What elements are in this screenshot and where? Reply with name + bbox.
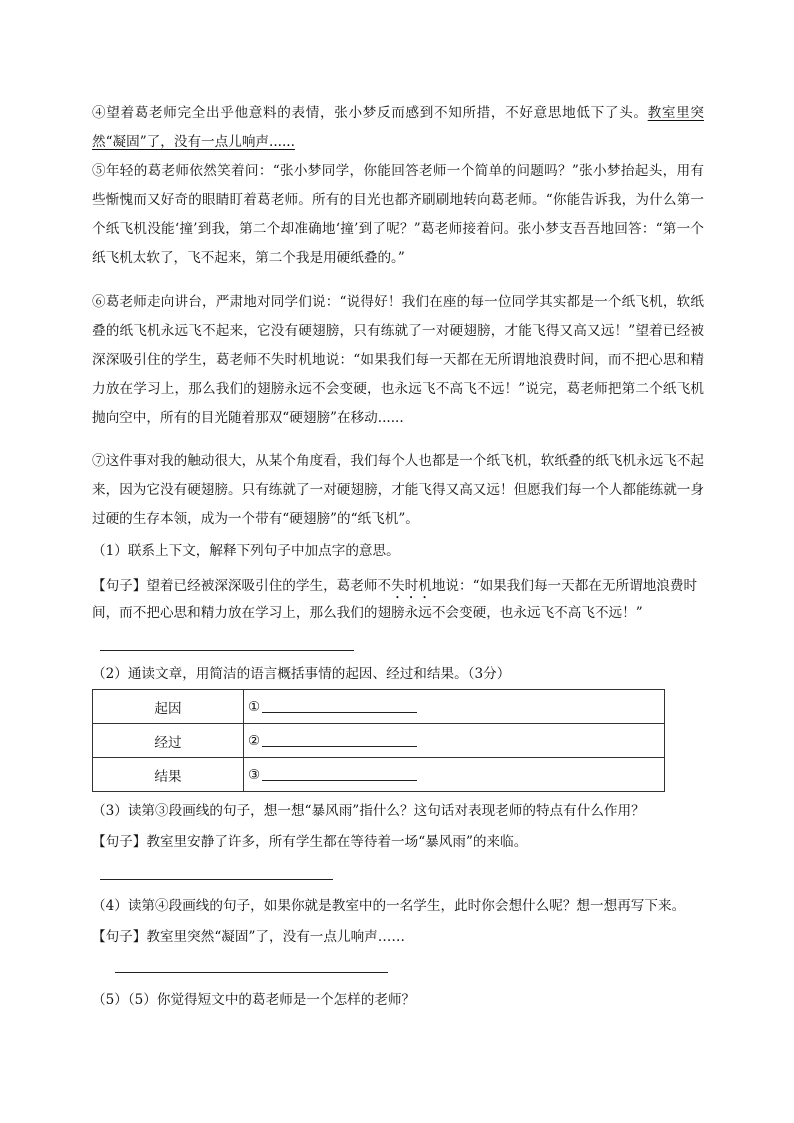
question-3-sentence: 【句子】教室里安静了许多，所有学生都在等待着一场“暴风雨”的来临。	[92, 834, 528, 850]
marker-3: ③	[248, 767, 261, 783]
marker-2: ②	[248, 733, 261, 749]
question-5-prompt: （5）（5）你觉得短文中的葛老师是一个怎样的老师？	[92, 992, 416, 1008]
question-1-sentence	[92, 576, 697, 602]
question-4-prompt: （4）读第④段画线的句子，如果你就是教室中的一名学生，此时你会想什么呢？想一想再写下来。	[92, 898, 686, 914]
paragraph-4	[92, 99, 704, 157]
question-1-sentence-suffix: 地说：“如果我们每一天都在无所谓地浪费时	[431, 578, 698, 594]
answer-cell-process[interactable]	[244, 724, 665, 758]
question-1-sentence-prefix: 【句子】望着已经被深深吸引住的学生，葛老师不	[92, 578, 392, 594]
blank-line-process[interactable]	[262, 732, 417, 747]
row-label-result: 结果	[93, 758, 244, 792]
answer-cell-cause[interactable]	[244, 690, 665, 724]
row-label-process: 经过	[93, 724, 244, 758]
marker-1: ①	[248, 699, 261, 715]
dotted-words: 失时机	[391, 578, 432, 594]
answer-line-4[interactable]	[115, 972, 388, 973]
paragraph-4-underlined: 教室里突然“凝固”了，没有一点儿响声......	[92, 105, 705, 150]
table-row	[93, 758, 665, 792]
paragraph-6: ⑥葛老师走向讲台，严肃地对同学们说：“说得好！我们在座的每一位同学其实都是一个纸飞机，软纸叠的纸飞机永远飞不起来，它没有硬翅膀，只有练就了一对硬翅膀，才能飞得又高又远！”望着已经被深深吸引住的学生，葛老师不失时机地说：“如果我们每一天都在无所谓地浪费时间，而不把心思和精力放在学习上，那么我们的翅膀永远不会变硬，也永远飞不高飞不远！”说完，葛老师把第二个纸飞机抛向空中，所有的目光随着那双“硬翅膀”在移动......	[92, 294, 704, 426]
question-1-sentence-line2: 间，而不把心思和精力放在学习上，那么我们的翅膀永远不会变硬，也永远飞不高飞不远！”	[92, 605, 643, 621]
paragraph-4-text: ④望着葛老师完全出乎他意料的表情，张小梦反而感到不知所措，不好意思地低下了头。	[92, 105, 648, 121]
table-row	[93, 724, 665, 758]
summary-table	[92, 689, 665, 792]
blank-line-result[interactable]	[262, 766, 417, 781]
paragraph-7: ⑦这件事对我的触动很大，从某个角度看，我们每个人也都是一个纸飞机，软纸叠的纸飞机永远飞不起来，因为它没有硬翅膀。只有练就了一对硬翅膀，才能飞得又高又远！但愿我们每一个人都能练就一身过硬的生存本领，成为一个带有“硬翅膀”的“纸飞机”。	[92, 453, 704, 527]
answer-line-3[interactable]	[100, 879, 333, 880]
question-1-prompt: （1）联系上下文，解释下列句子中加点字的意思。	[92, 543, 400, 559]
blank-line-cause[interactable]	[262, 698, 417, 713]
answer-line-1[interactable]	[100, 650, 354, 651]
question-2-prompt: （2）通读文章，用简洁的语言概括事情的起因、经过和结果。（3分）	[92, 666, 511, 682]
question-4-sentence: 【句子】教室里突然“凝固”了，没有一点儿响声……	[92, 929, 405, 945]
answer-cell-result[interactable]	[244, 758, 665, 792]
paragraph-5: ⑤年轻的葛老师依然笑着问：“张小梦同学，你能回答老师一个简单的问题吗？”张小梦抬起头，用有些惭愧而又好奇的眼睛盯着葛老师。所有的目光也都齐刷刷地转向葛老师。“你能告诉我，为什么第一个纸飞机没能‘撞’到我，第二个却准确地‘撞’到了呢？”葛老师接着问。张小梦支吾吾地回答：“第一个纸飞机太软了，飞不起来，第二个我是用硬纸叠的。”	[92, 163, 704, 266]
row-label-cause: 起因	[93, 690, 244, 724]
table-row	[93, 690, 665, 724]
question-3-prompt: （3）读第③段画线的句子，想一想“暴风雨”指什么？这句话对表现老师的特点有什么作用？	[92, 803, 645, 819]
